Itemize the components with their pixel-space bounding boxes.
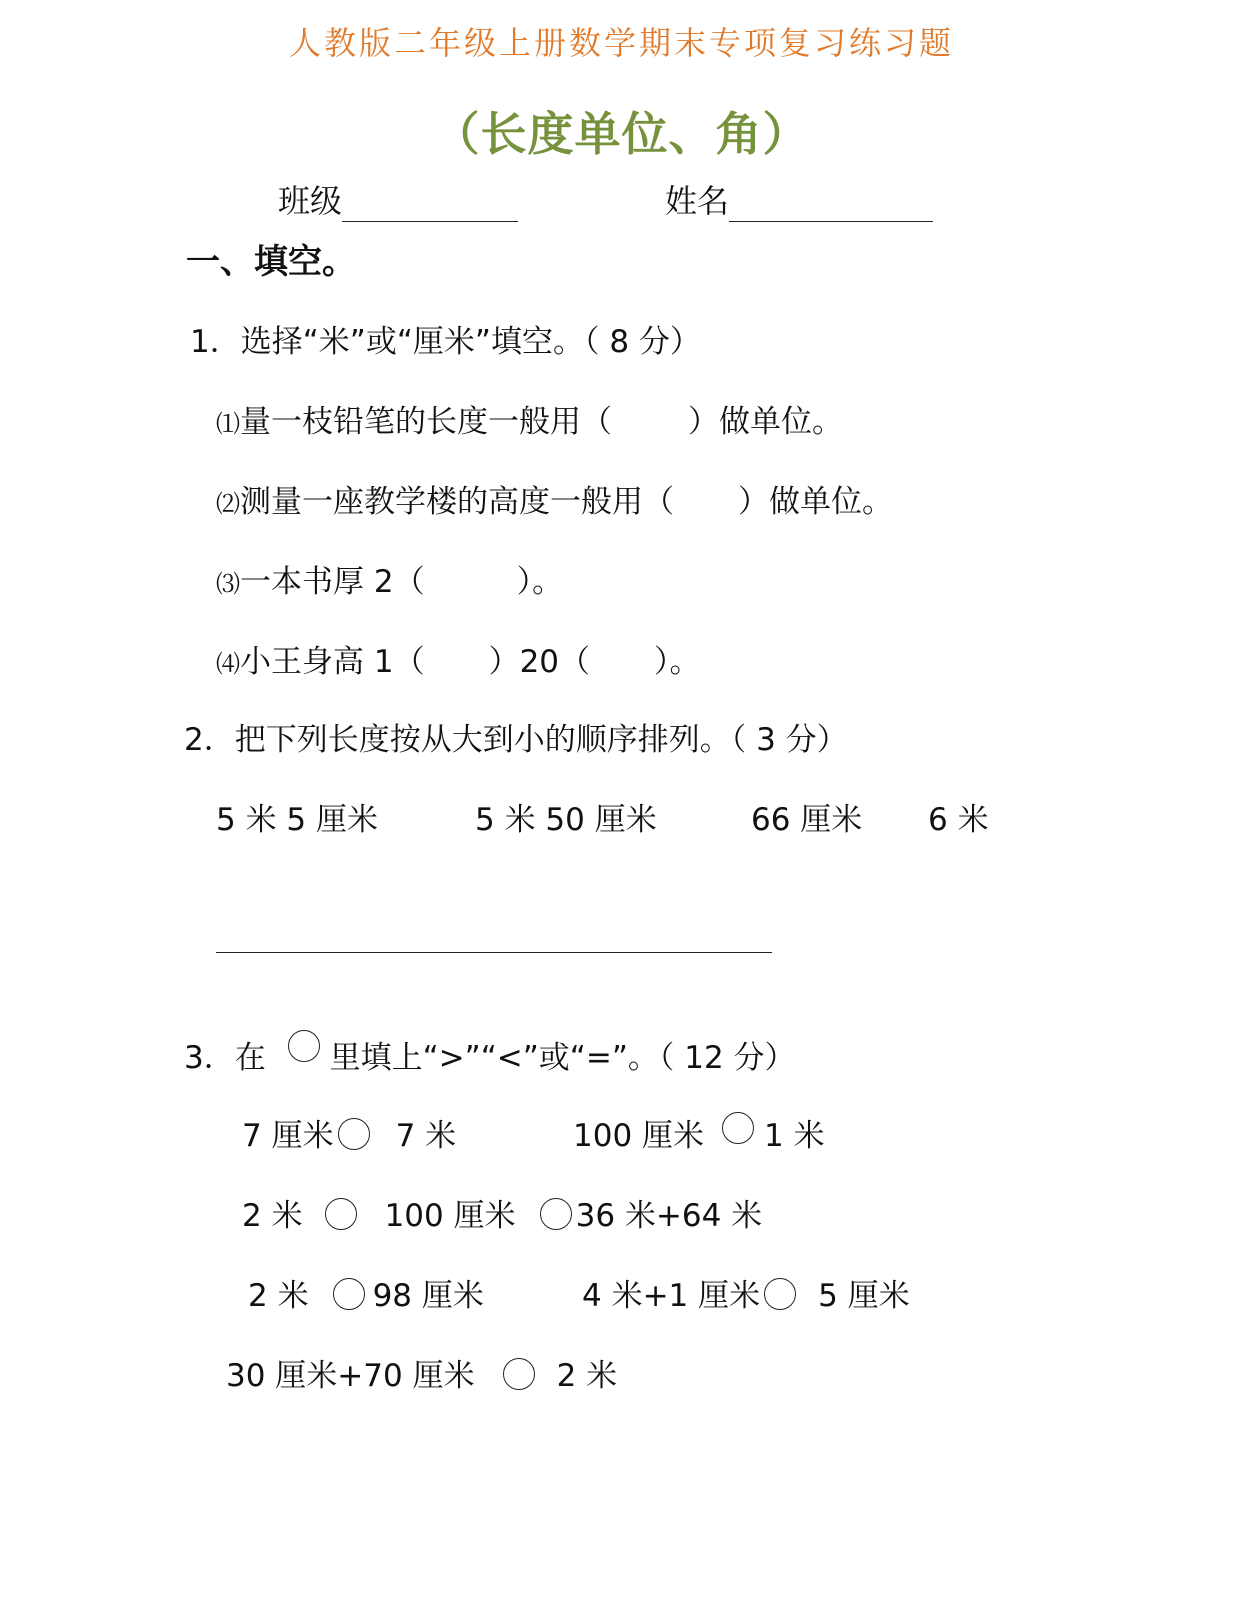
comparison-2: 100 厘米 1 米: [573, 1110, 825, 1155]
comparison-6: 4 米+1 厘米 5 厘米: [582, 1278, 910, 1314]
name-field: [665, 176, 933, 222]
length-value: 5 米 5 厘米: [216, 802, 379, 838]
compare-circle[interactable]: [338, 1118, 370, 1150]
class-label: 班级: [278, 182, 343, 220]
compare-circle[interactable]: [325, 1198, 357, 1230]
circle-icon: [288, 1030, 320, 1062]
compare-circle[interactable]: [540, 1198, 572, 1230]
name-blank[interactable]: [729, 189, 933, 222]
compare-circle[interactable]: [333, 1278, 365, 1310]
worksheet-subtitle: （长度单位、角）: [433, 107, 810, 161]
comparison-3: 2 米 100 厘米 36 米+64 米: [242, 1198, 763, 1234]
order-answer-line[interactable]: [216, 952, 772, 953]
section-title: 一、填空。: [186, 242, 356, 282]
question-3-title: 3．在 里填上“>”“<”或“=”。（ 12 分）: [184, 1030, 796, 1077]
q1-item-1: ⑴量一枝铅笔的长度一般用（ ）做单位。: [216, 404, 843, 440]
length-value: 6 米: [928, 802, 989, 838]
compare-circle[interactable]: [722, 1112, 754, 1144]
class-blank[interactable]: [342, 189, 518, 222]
name-label: 姓名: [665, 182, 730, 220]
q1-item-2: ⑵测量一座教学楼的高度一般用（ ）做单位。: [216, 484, 893, 520]
q1-item-4: ⑷小王身高 1（ ）20（ ）。: [216, 644, 701, 680]
class-field: [278, 176, 518, 222]
item-number: ⑴: [216, 410, 240, 438]
length-value: 5 米 50 厘米: [475, 802, 657, 838]
item-number: ⑶: [216, 570, 240, 598]
comparison-1: 7 厘米 7 米: [242, 1118, 457, 1154]
compare-circle[interactable]: [503, 1358, 535, 1390]
question-1-title: 1．选择“米”或“厘米”填空。（ 8 分）: [190, 324, 701, 360]
comparison-5: 2 米 98 厘米: [248, 1278, 484, 1314]
question-2-title: 2．把下列长度按从大到小的顺序排列。（ 3 分）: [184, 722, 848, 758]
compare-circle[interactable]: [764, 1278, 796, 1310]
q1-item-3: ⑶一本书厚 2（ ）。: [216, 564, 564, 600]
comparison-7: 30 厘米+70 厘米 2 米: [226, 1358, 618, 1394]
length-value: 66 厘米: [751, 802, 863, 838]
item-number: ⑷: [216, 650, 240, 678]
item-number: ⑵: [216, 490, 240, 518]
worksheet-header-title: 人教版二年级上册数学期末专项复习练习题: [288, 24, 954, 62]
